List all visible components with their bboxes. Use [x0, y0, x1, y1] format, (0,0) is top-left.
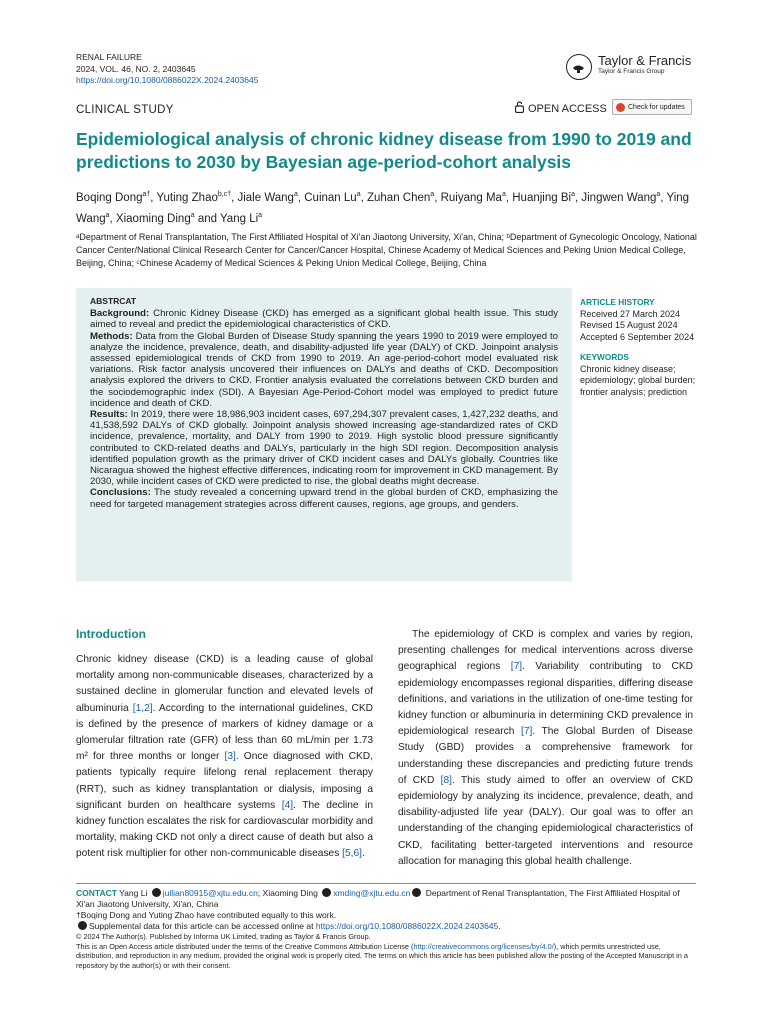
accepted-date: Accepted 6 September 2024 [580, 331, 695, 342]
body-text: . According to the international guidelines, CKD is defined by the presence of markers of kidney damage or a glomerular filtration rate (GFR) of less than 60 mL/min per 1.73 m² for three months or longer [76, 702, 373, 763]
email-link[interactable]: jullian80915@xjtu.edu.cn [162, 888, 258, 898]
author-sup: a [356, 191, 361, 198]
body-text: . The decline in kidney function escalates the risk for cardiovascular morbidity and mortality, making CKD not only a direct cause of death but also a potent risk multiplier for other non-communicable diseases [76, 799, 373, 860]
email-icon [152, 888, 161, 897]
abstract-label: Results: [90, 409, 128, 421]
body-text: . Variability contributing to CKD epidemiology encompasses regional disparities, differing disease definitions, and variations in the utilization of one-time testing for kidney function or albuminuria in determining CKD prevalence in epidemiological research [398, 661, 694, 738]
citation-link[interactable]: [3] [224, 751, 236, 763]
check-updates-label: Check for updates [628, 103, 685, 111]
citation-link[interactable]: [5,6] [342, 848, 362, 860]
abstract-box [76, 288, 572, 581]
doi-link[interactable]: https://doi.org/10.1080/0886022X.2024.2403645 [76, 75, 259, 85]
author-sup: a [656, 191, 661, 198]
authors [76, 186, 696, 228]
abstract-text: In 2019, there were 18,986,903 incident cases, 697,294,307 prevalent cases, 1,427,232 deaths, and 41,538,592 DALYs of CKD globally. Joinpoint analysis showed increasing age-standardized rates of CKD incidence, prevalence, mortality, and DALY from 1990 to 2019. High systolic blood pressure significantly contributed to CKD-related deaths and DALYs, particularly in the high SDI region. Decomposition analysis identified population growth as the primary driver of CKD incident cases and DALYs globally. Countries like Nicaragua showed the highest effective differences, indicating room for improvement in CKD management. By 2030, while incident cases of CKD were predicted to rise, the global deaths might decrease. [90, 409, 558, 488]
intro-paragraph-1 [76, 652, 373, 863]
body-text: . This study aimed to offer an overview of CKD epidemiology by analyzing its incidence, prevalence, death, and disability-adjusted life year (DALY). Our goal was to offer an understanding of the changing epidemiological characteristics of CKD, facilitating better-targeted interventions and resource allocation for managing this global health challenge. [398, 774, 693, 867]
revised-date: Revised 15 August 2024 [580, 320, 678, 330]
body-text: The epidemiology of CKD is complex and varies by region, presenting challenges for medical interventions across diverse geographical regions [398, 629, 693, 673]
intro-paragraph-2 [398, 627, 693, 870]
publisher-sub: Taylor & Francis Group [598, 68, 665, 75]
body-text: . The Global Burden of Disease Study (GBD) provides a comprehensive framework for understanding these discrepancies and predicting future trends of CKD [398, 726, 693, 786]
author-name: , Xiaoming Ding [109, 212, 191, 225]
license-text: ), which permits unrestricted use, distribution, and reproduction in any medium, provided the original work is properly cited. The terms on which this article has been published allow the posting of the Accepted Manuscript in a repository by the author(s) or with their consent. [76, 941, 688, 970]
article-title: Epidemiological analysis of chronic kidney disease from 1990 to 2019 and predictions to 2030 by Bayesian age-period-cohort analysis [76, 129, 692, 172]
license-text: This is an Open Access article distributed under the terms of the Creative Commons Attribution License ( [76, 941, 414, 951]
received-date: Received 27 March 2024 [580, 308, 681, 319]
body-text: . [361, 848, 365, 860]
affiliations: ᵃDepartment of Renal Transplantation, The First Affiliated Hospital of Xi'an Jiaotong University, Xi'an, China; ᵇDepartment of Gynecologic Oncology, National Cancer Center/National Clinical Research Center for Cancer/Cancer Hospital, Chinese Academy of Medical Sciences and Peking Union Medical College, Beijing, China; ᶜChinese Academy of Medical Sciences & Peking Union Medical College, Beijing, China [76, 232, 697, 269]
author-name: , Jingwen Wang [574, 191, 657, 204]
section-heading: Introduction [76, 627, 146, 641]
publisher-name: Taylor & Francis [598, 53, 692, 68]
citation-link[interactable]: [1,2] [132, 702, 153, 714]
abstract-text: The study revealed a concerning upward trend in the global burden of CKD, emphasizing the need for targeted management strategies across different causes, regions, age groups, and genders. [90, 487, 558, 510]
check-updates-button[interactable] [612, 99, 692, 115]
author-name: , Zuhan Chen [360, 191, 431, 204]
email-icon [322, 888, 331, 897]
author-sup: a [258, 211, 263, 219]
supplemental-text: . [498, 921, 501, 931]
author-sup: a [105, 211, 110, 219]
abstract-results [90, 409, 558, 487]
article-type: CLINICAL STUDY [76, 104, 174, 116]
contact-text: ; Xiaoming Ding [257, 888, 321, 898]
author-name: , Huanjing Bi [505, 191, 572, 204]
open-access-badge [515, 101, 607, 116]
contact-text: Department of Renal Transplantation, The First Affiliated Hospital of Xi'an Jiaotong University, Xi'an, China [76, 888, 680, 909]
copyright: © 2024 The Author(s). Published by Informa UK Limited, trading as Taylor & Francis Group. [76, 932, 371, 941]
author-name: , Ying Wang [76, 191, 690, 225]
contact-line [76, 888, 696, 910]
abstract-label: Background: [90, 308, 150, 320]
author-sup: a† [142, 191, 151, 198]
footer-divider [76, 883, 696, 884]
author-name: and Yang Li [194, 212, 259, 225]
journal-header [76, 52, 258, 87]
body-text: Chronic kidney disease (CKD) is a leading cause of global mortality among non-communicable diseases, characterized by a sustained decline in glomerular function and elevated levels of albuminuria [76, 654, 373, 714]
keywords-text: Chronic kidney disease; epidemiology; global burden; frontier analysis; prediction [580, 363, 696, 397]
author-name: , Yuting Zhao [150, 191, 218, 204]
abstract-conclusions [90, 487, 558, 509]
contact-label: CONTACT [76, 888, 117, 898]
abstract-background [90, 308, 558, 330]
license-link[interactable]: http://creativecommons.org/licenses/by/4.0/ [413, 941, 554, 951]
abstract-label: Conclusions: [90, 487, 151, 499]
citation-link[interactable]: [7] [521, 726, 533, 738]
abstract-label: Methods: [90, 330, 133, 342]
supplemental-text: Supplemental data for this article can be accessed online at [89, 921, 316, 931]
author-sup: a [190, 211, 195, 219]
equal-contribution: †Boqing Dong and Yuting Zhao have contributed equally to this work. [76, 910, 337, 920]
abstract-text: Data from the Global Burden of Disease Study spanning the years 1990 to 2019 were employed to analyze the incidence, prevalence, death, and disability-adjusted life year (DALY) of CKD. Joinpoint analysis assessed epidemiological trends of CKD from 1990 to 2019. An age-period-cohort model evaluated risk variations. Risk factor analysis uncovered their influences on DALYs and deaths of CKD. Decomposition analysis explored the drivers to CKD. Frontier analysis evaluated the correlations between CKD burden and the sociodemographic index (SDI). A Bayesian Age-Period-Cohort model was employed to predict future incidence and death of CKD. [90, 330, 558, 409]
supplemental-link[interactable]: https://doi.org/10.1080/0886022X.2024.2403645 [315, 921, 499, 931]
email-icon [412, 888, 421, 897]
publisher-lamp-icon [566, 54, 592, 80]
abstract-text: Chronic Kidney Disease (CKD) has emerged as a significant global health issue. This study aimed to reveal and predict the epidemiological characteristics of CKD. [90, 308, 558, 331]
check-updates-icon [616, 103, 625, 112]
author-sup: a [501, 191, 506, 198]
article-sidebar [580, 297, 698, 398]
abstract-methods [90, 331, 558, 409]
author-sup: a [571, 191, 575, 198]
author-name: , Jiale Wang [231, 191, 294, 204]
citation-link[interactable]: [7] [510, 661, 523, 673]
author-name: , Ruiyang Ma [434, 191, 502, 204]
author-name: , Cuinan Lu [297, 191, 357, 204]
license [76, 942, 696, 971]
journal-volume: 2024, VOL. 46, NO. 2, 2403645 [76, 63, 196, 74]
journal-name: RENAL FAILURE [76, 52, 142, 62]
keywords-heading: KEYWORDS [580, 352, 629, 362]
author-sup: a [293, 191, 298, 198]
history-heading: ARTICLE HISTORY [580, 297, 655, 307]
citation-link[interactable]: [8] [440, 774, 452, 786]
publisher-logo [566, 54, 691, 80]
open-access-label: OPEN ACCESS [528, 102, 607, 115]
open-lock-icon [515, 101, 524, 116]
author-name: Boqing Dong [76, 191, 143, 204]
body-text: . Once diagnosed with CKD, patients typically require lifelong renal replacement therapy (RRT), such as kidney transplantation or dialysis, imposing a significant burden on healthcare systems [76, 751, 373, 811]
contact-text: Yang Li [116, 888, 150, 898]
footer [76, 888, 696, 970]
author-sup: a [430, 191, 435, 198]
supplemental-line [76, 921, 696, 932]
citation-link[interactable]: [4] [281, 799, 294, 811]
supplemental-icon [78, 921, 87, 930]
abstract-heading: ABSTRCAT [90, 296, 137, 306]
author-sup: b,c† [217, 191, 232, 198]
email-link[interactable]: xmding@xjtu.edu.cn [333, 888, 411, 898]
